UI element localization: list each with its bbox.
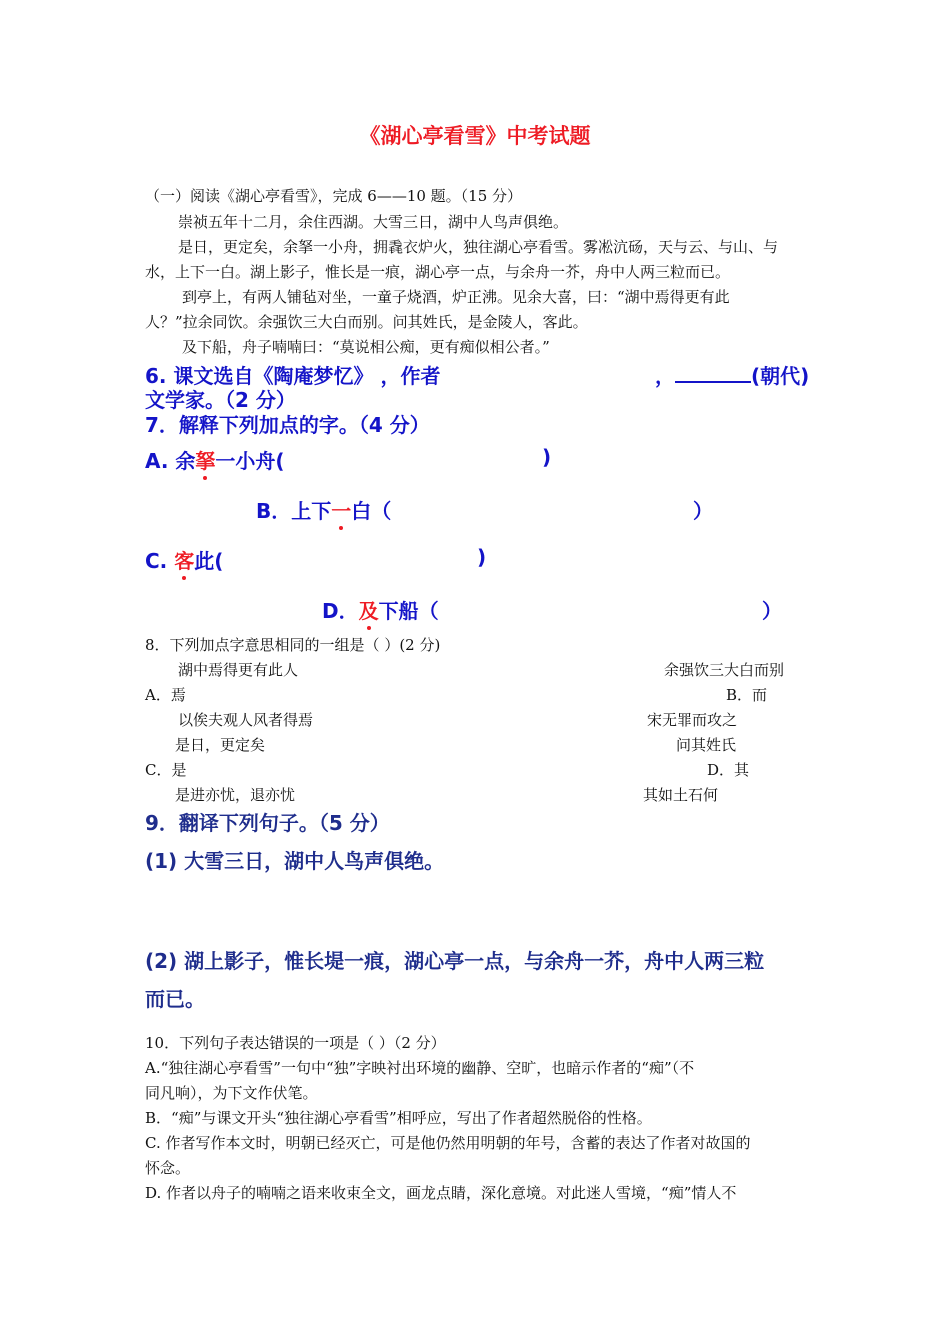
option-c-dotted-char: 客	[174, 545, 194, 574]
option-a-close: )	[542, 445, 552, 469]
q8-option-b: B．而	[726, 686, 768, 704]
q8-option-d: D．其	[707, 761, 750, 779]
answer-blank-line[interactable]	[675, 363, 751, 383]
option-d-suffix: 下船（	[378, 599, 439, 623]
option-c-close: )	[477, 545, 487, 569]
q10-option-d-line-1: D. 作者以舟子的喃喃之语来收束全文，画龙点睛，深化意境。对此迷人雪境，“痴”情人不	[145, 1184, 737, 1202]
q10-option-c-line-1: C. 作者写作本文时，明朝已经灭亡，可是他仍然用明朝的年号，含蓄的表达了作者对故国的	[145, 1134, 751, 1152]
q8-option-a: A．焉	[145, 686, 186, 704]
page-title: 《湖心亭看雪》中考试题	[359, 124, 591, 148]
q8-row-1-right: 余强饮三大白而别	[664, 661, 785, 679]
passage-paragraph-3-line-1: 到亭上，有两人铺毡对坐，一童子烧酒，炉正沸。见余大喜，曰：“湖中焉得更有此	[182, 288, 730, 306]
question-9-sentence-2-line-2: 而已。	[145, 987, 205, 1011]
question-7-option-a	[145, 445, 285, 474]
q8-row-4-left: 是进亦忧，退亦忧	[175, 786, 296, 804]
option-a-prefix: A. 余	[145, 449, 196, 473]
question-6-line-2: 文学家。（2 分）	[145, 388, 296, 412]
q8-row-4-right: 其如土石何	[643, 786, 719, 804]
option-d-dotted-char: 及	[359, 595, 379, 624]
section-intro: （一）阅读《湖心亭看雪》，完成 6——10 题。（15 分）	[145, 187, 523, 205]
q8-row-2-left: 以俟夫观人风者得焉	[178, 711, 314, 729]
passage-paragraph-2-line-1: 是日，更定矣，余拏一小舟，拥毳衣炉火，独往湖心亭看雪。雾凇沆砀，天与云、与山、与	[178, 238, 779, 256]
q10-option-a-line-1: A.“独往湖心亭看雪”一句中“独”字映衬出环境的幽静、空旷，也暗示作者的“痴”（不	[145, 1059, 695, 1077]
option-a-dotted-char: 拏	[195, 445, 215, 474]
question-7-option-c	[145, 545, 223, 574]
q10-option-b: B．“痴”与课文开头“独往湖心亭看雪”相呼应，写出了作者超然脱俗的性格。	[145, 1109, 652, 1127]
question-6-text: 6. 课文选自《陶庵梦忆》 ，作者	[145, 364, 441, 388]
question-6-comma: ，	[655, 364, 675, 388]
option-b-prefix: B．上下	[256, 499, 332, 523]
question-7-option-b	[256, 495, 391, 524]
question-8-heading: 8．下列加点字意思相同的一组是（ ）(2 分)	[145, 636, 441, 654]
question-9-sentence-2-line-1: (2) 湖上影子，惟长堤一痕，湖心亭一点，与余舟一芥，舟中人两三粒	[145, 949, 765, 973]
question-6-blank	[655, 360, 809, 389]
q8-row-2-right: 宋无罪而攻之	[647, 711, 738, 729]
question-9-heading: 9．翻译下列句子。（5 分）	[145, 811, 390, 835]
option-a-suffix: 一小舟(	[215, 449, 285, 473]
question-6-dynasty: (朝代)	[751, 364, 810, 388]
question-7-option-d	[322, 595, 439, 624]
option-b-suffix: 白（	[351, 499, 392, 523]
q8-row-1-left: 湖中焉得更有此人	[178, 661, 299, 679]
passage-paragraph-1: 崇祯五年十二月，余住西湖。大雪三日，湖中人鸟声俱绝。	[178, 213, 569, 231]
option-b-dotted-char: 一	[331, 495, 351, 524]
q10-option-c-line-2: 怀念。	[145, 1159, 191, 1177]
option-c-prefix: C.	[145, 549, 175, 573]
q8-option-c: C．是	[145, 761, 187, 779]
passage-paragraph-2-line-2: 水，上下一白。湖上影子，惟长是一痕，湖心亭一点，与余舟一芥，舟中人两三粒而已。	[145, 263, 731, 281]
passage-paragraph-3-line-2: 人？”拉余同饮。余强饮三大白而别。问其姓氏，是金陵人，客此。	[145, 313, 588, 331]
option-c-suffix: 此(	[194, 549, 224, 573]
question-7-heading: 7．解释下列加点的字。（4 分）	[145, 413, 430, 437]
q10-option-a-line-2: 同凡响），为下文作伏笔。	[145, 1084, 318, 1102]
option-b-close: ）	[693, 499, 713, 523]
passage-paragraph-4: 及下船，舟子喃喃曰：“莫说相公痴，更有痴似相公者。”	[182, 338, 550, 356]
option-d-prefix: D．	[322, 599, 359, 623]
q8-row-3-right: 问其姓氏	[676, 736, 737, 754]
option-d-close: ）	[762, 599, 782, 623]
q8-row-3-left: 是日，更定矣	[175, 736, 266, 754]
question-10-heading: 10．下列句子表达错误的一项是（ ）（2 分）	[145, 1034, 446, 1052]
question-9-sentence-1: (1) 大雪三日，湖中人鸟声俱绝。	[145, 849, 445, 873]
